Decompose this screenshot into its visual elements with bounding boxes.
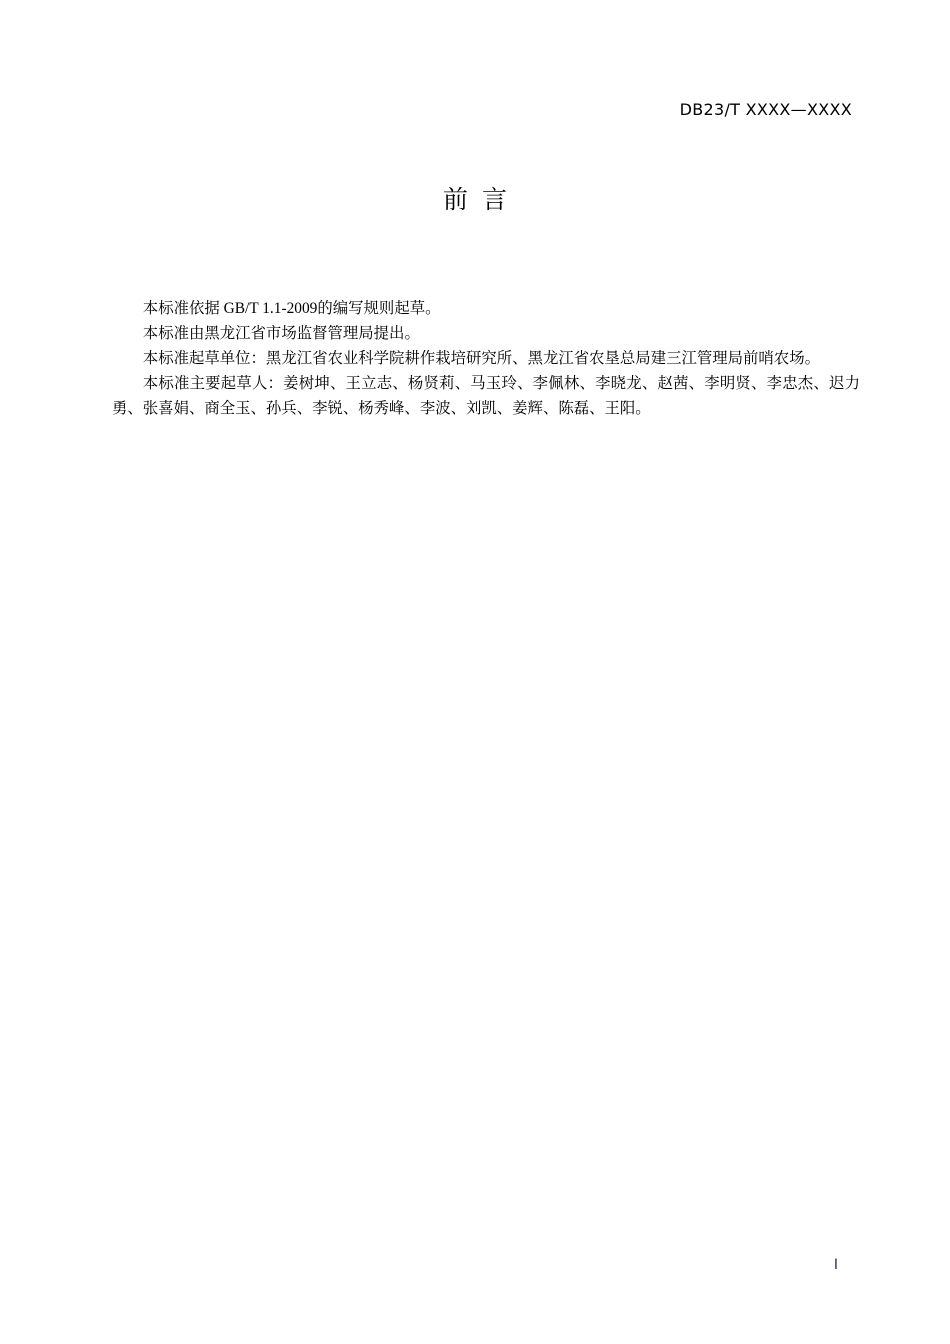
- paragraph-proposer: 本标准由黑龙江省市场监督管理局提出。: [142, 325, 420, 342]
- page-title: 前言: [442, 185, 521, 214]
- paragraph-main-drafters: 本标准主要起草人：姜树坤、王立志、杨贤莉、马玉玲、李佩林、李晓龙、赵茜、李明贤、李忠杰、迟力勇、张喜娟、商全玉、孙兵、李锐、杨秀峰、李波、刘凯、姜辉、陈磊、王阳。: [112, 375, 860, 417]
- page-number: I: [833, 1257, 838, 1273]
- paragraph-drafting-rules: 本标准依据 GB/T 1.1-2009的编写规则起草。: [142, 300, 441, 317]
- paragraph-drafting-units: 本标准起草单位：黑龙江省农业科学院耕作栽培研究所、黑龙江省农垦总局建三江管理局前哨农场。: [142, 350, 820, 367]
- foreword-body: [112, 296, 860, 421]
- standard-number: DB23/T XXXX—XXXX: [679, 100, 852, 119]
